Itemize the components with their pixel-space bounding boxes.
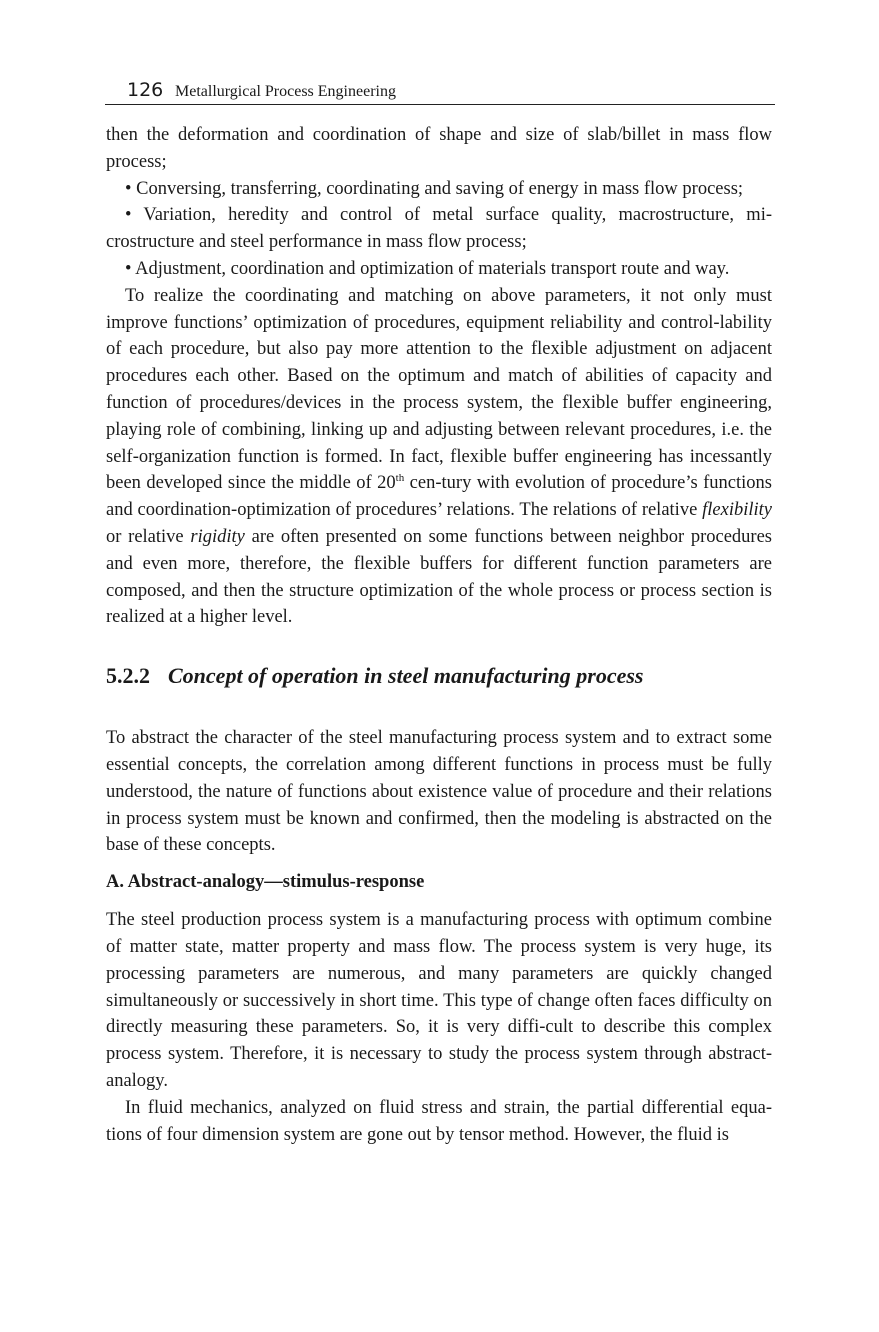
section-title: Concept of operation in steel manufacturing process — [168, 663, 644, 689]
paragraph: The steel production process system is a manufacturing process with optimum combine of matter state, matter property and mass flow. The process system is very huge, its processing parameters are numerous, and many parameters are quickly changed simultaneously or successively in short time. This type of change often faces difficulty on directly measuring these parameters. So, it is very diffi-cult to describe this complex process system. Therefore, it is necessary to study the process system through abstract-analogy. — [106, 910, 772, 1091]
subheading: A. Abstract-analogy—stimulus-response — [106, 872, 425, 893]
paragraph: then the deformation and coordination of shape and size of slab/billet in mass flow process; — [106, 125, 772, 172]
paragraph: In fluid mechanics, analyzed on fluid stress and strain, the partial differential equa-tions of four dimension system are gone out by tensor method. However, the fluid is — [106, 1097, 772, 1145]
section-number: 5.2.2 — [106, 663, 150, 689]
paragraph: To realize the coordinating and matching on above parameters, it not only must improve functions’ optimization of procedures, equipment reliability and control-lability of each procedure, but also pay more attention to the flexible adjustment on adjacent procedures each other. Based on the optimum and match of abilities of capacity and function of procedures/devices in the process system, the flexible buffer engineering, playing role of combining, linking up and adjusting between relevant procedures, i.e. the self-organization function is formed. In fact, flexible buffer engineering has incessantly been developed since the middle of 20th cen-tury with evolution of procedure’s functions and coordination-optimization of procedures’ relations. The relations of relative flexibility or relative rigidity are often presented on some functions between neighbor procedures and even more, therefore, the flexible buffers for different function parameters are composed, and then the structure optimization of the whole process or process section is realized at a higher level. — [106, 285, 773, 628]
paragraph: To abstract the character of the steel manufacturing process system and to extract some essential concepts, the correlation among different functions in process must be fully understood, the nature of functions about existence value of procedure and their relations in process system must be known and confirmed, then the modeling is abstracted on the base of these concepts. — [106, 728, 772, 856]
bullet-item: • Conversing, transferring, coordinating and saving of energy in mass flow process; — [125, 178, 744, 199]
section-heading — [106, 661, 772, 691]
running-title: Metallurgical Process Engineering — [175, 83, 396, 100]
page-header — [105, 78, 775, 105]
bullet-item: • Variation, heredity and control of metal surface quality, macrostructure, mi-crostructure and steel performance in mass flow process; — [106, 205, 772, 253]
bullet-item: • Adjustment, coordination and optimization of materials transport route and way. — [125, 258, 730, 279]
page-body — [106, 122, 772, 1148]
page-number: 126 — [127, 79, 164, 101]
